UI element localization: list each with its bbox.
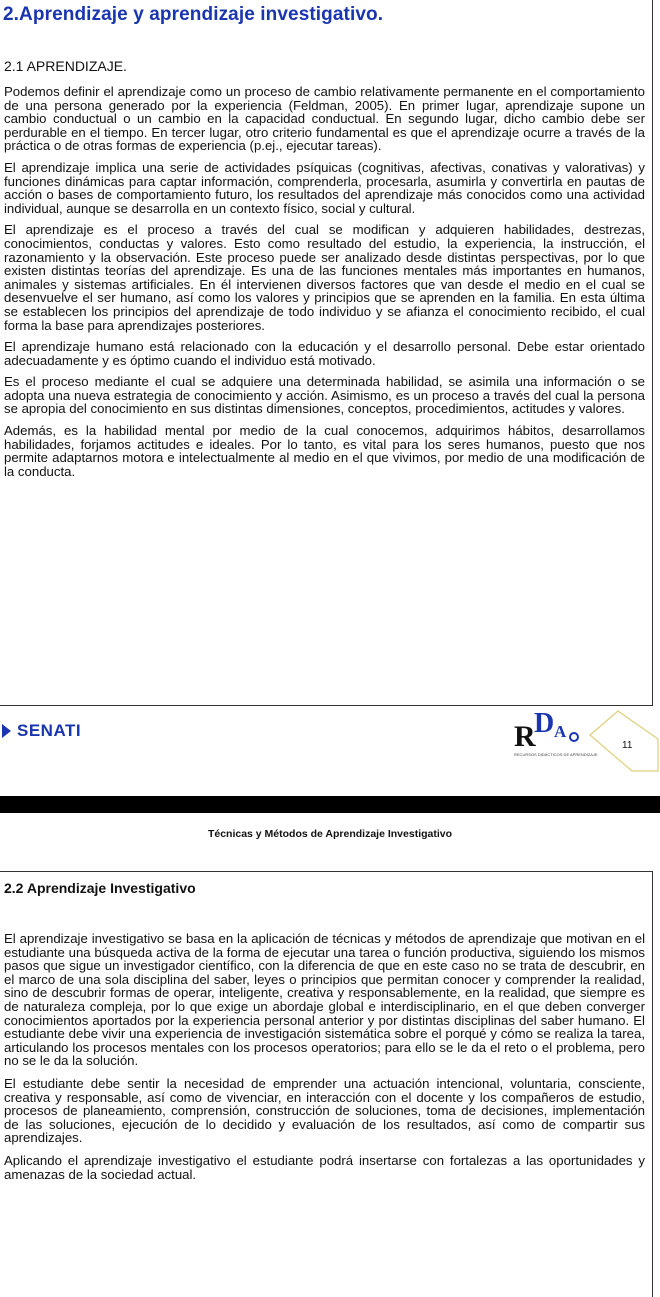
paragraph: Aplicando el aprendizaje investigativo el estudiante podrá insertarse con fortalezas a las oportunidades y amenazas de la sociedad actual.: [4, 1152, 645, 1182]
rda-tagline: RECURSOS DIDÁCTICOS DE APRENDIZAJE: [514, 752, 598, 757]
paragraph: Además, es la habilidad mental por medio de la cual conocemos, adquirimos hábitos, desarrollamos habilidades, forjamos actitudes e ideales. Por lo tanto, es vital para los seres humanos, puesto que nos permite adaptarnos motora e intelectualmente al medio en el que vivimos, por medio de una modificación de la conducta.: [4, 423, 645, 479]
paragraph: El aprendizaje humano está relacionado con la educación y el desarrollo personal. Debe estar orientado adecuadamente y es óptimo cuando el individuo está motivado.: [4, 339, 645, 368]
page-separator: [0, 796, 660, 813]
page-number-badge: [588, 709, 660, 773]
paragraph: El aprendizaje es el proceso a través del cual se modifican y adquieren habilidades, destrezas, conocimientos, conductas y valores. Esto como resultado del estudio, la experiencia, la instrucción, el razonamiento y la observación. Este proceso puede ser analizado desde distintas perspectivas, por lo que existen distintas teorías del aprendizaje. Es una de las funciones mentales más importantes en humanos, animales y sistemas artificiales. En él intervienen diversos factores que van desde el medio en el cual se desenvuelve el ser humano, así como los valores y principios que se aprenden en la familia. En esta última se establecen los principios del aprendizaje de todo individuo y se afianza el conocimiento recibido, el cual forma la base para aprendizajes posteriores.: [4, 222, 645, 333]
paragraph: Podemos definir el aprendizaje como un proceso de cambio relativamente permanente en el comportamiento de una persona generado por la experiencia (Feldman, 2005). En primer lugar, aprendizaje supone un cambio conductual o un cambio en la capacidad conductual. En segundo lugar, dicho cambio debe ser perdurable en el tiempo. En tercer lugar, otro criterio fundamental es que el aprendizaje ocurre a través de la práctica o de otras formas de experiencia (p.ej., ejecutar tareas).: [4, 84, 645, 154]
paragraph: El aprendizaje investigativo se basa en la aplicación de técnicas y métodos de aprendizaje que motivan en el estudiante una búsqueda activa de la forma de ejecutar una tarea o función productiva, siguiendo los mismos pasos que sigue un investigador científico, con la diferencia de que en este caso no se trata de descubrir, en el marco de una sola disciplina del saber, leyes o principios que permitan conocer y comprender la realidad, sino de descubrir formas de operar, inteligente, creativa y responsablemente, en la realidad, que siempre es de naturaleza compleja, por lo que exige un abordaje global e interdisciplinario, en el que deben converger conocimientos aportados por la experiencia personal anterior y por distintas disciplinas del saber humano. El estudiante debe vivir una experiencia de investigación sistemática sobre el porqué y cómo se realiza la tarea, articulando los procesos mentales con los procesos operatorios; para ello se le da el reto o el problema, pero no se le da la solución.: [4, 931, 645, 1069]
section-subtitle: 2.1 APRENDIZAJE.: [4, 58, 127, 74]
paragraph: El aprendizaje implica una serie de actividades psíquicas (cognitivas, afectivas, conativas y valorativas) y funciones dinámicas para captar información, comprenderla, procesarla, asumirla y convertirla en pautas de acción o bases de comportamiento futuro, los resultados del aprendizaje más conocidos como una actividad individual, aunque se desarrolla en un contexto físico, social y cultural.: [4, 159, 645, 216]
header-rule: [0, 871, 653, 872]
senati-arrow-icon: [2, 724, 11, 738]
body-text: [4, 85, 645, 486]
rda-logo: R D A RECURSOS DIDÁCTICOS DE APRENDIZAJE: [514, 708, 598, 757]
section-subtitle: 2.2 Aprendizaje Investigativo: [4, 880, 196, 896]
paragraph: Es el proceso mediante el cual se adquiere una determinada habilidad, se asimila una información o se adopta una nueva estrategia de conocimiento y acción. Asimismo, es un proceso a través del cual la persona se apropia del conocimiento en sus distintas dimensiones, conceptos, procedimientos, actitudes y valores.: [4, 374, 645, 417]
page-number: 11: [622, 740, 633, 751]
senati-logo-text: SENATI: [17, 721, 82, 740]
running-header: Técnicas y Métodos de Aprendizaje Investigativo: [207, 828, 453, 840]
paragraph: El estudiante debe sentir la necesidad de emprender una actuación intencional, voluntaria, consciente, creativa y responsable, así como de vivenciar, en interacción con el docente y los compañeros de estudio, procesos de planeamiento, comprensión, construcción de soluciones, toma de decisiones, implementación de las soluciones, ejecución de lo decidido y evaluación de los resultados, así como de compartir sus aprendizajes.: [4, 1075, 645, 1146]
section-title: 2.Aprendizaje y aprendizaje investigativo.: [3, 4, 384, 25]
magnifier-icon: [569, 732, 579, 742]
body-text: [4, 932, 645, 1190]
page-frame-right: [652, 871, 653, 1297]
